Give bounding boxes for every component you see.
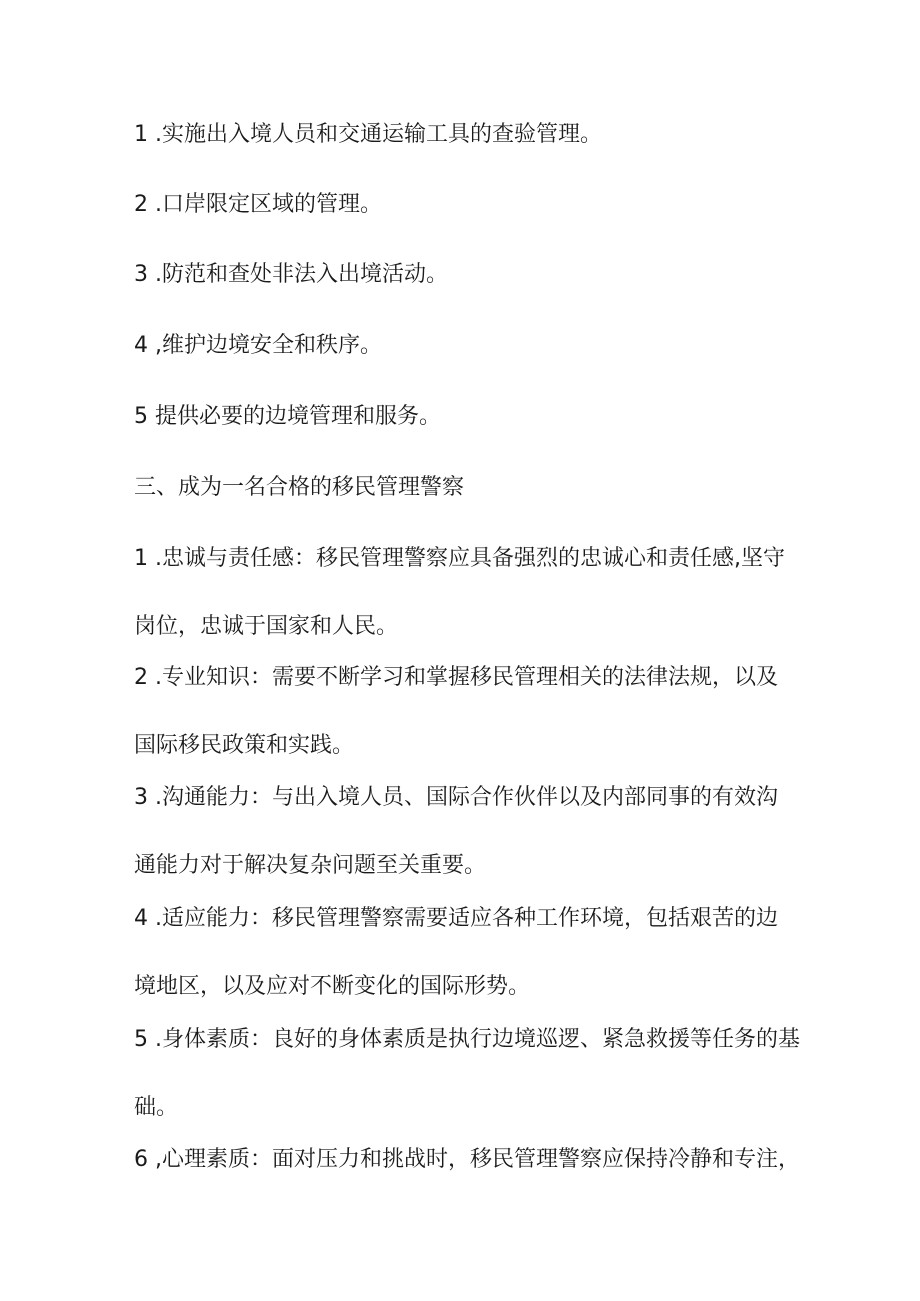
- qualification-item-2: [134, 667, 794, 757]
- text-line: 境地区，以及应对不断变化的国际形势。: [134, 974, 531, 999]
- text-line: 2 .专业知识：需要不断学习和掌握移民管理相关的法律法规，以及: [134, 665, 778, 690]
- text-line: 4 ,维护边境安全和秩序。: [134, 333, 382, 358]
- list-item-1: [134, 124, 794, 146]
- text-line: 1 .实施出入境人员和交通运输工具的查验管理。: [134, 122, 602, 147]
- text-line: 2 .口岸限定区域的管理。: [134, 192, 382, 217]
- qualification-item-3: [134, 787, 794, 877]
- text-line: 1 .忠诚与责任感：移民管理警察应具备强烈的忠诚心和责任感,坚守: [134, 546, 785, 571]
- list-item-4: [134, 335, 794, 357]
- qualification-item-4: [134, 908, 794, 998]
- qualification-item-1: [134, 548, 794, 638]
- text-line: 5 .身体素质：良好的身体素质是执行边境巡逻、紧急救援等任务的基: [134, 1027, 800, 1052]
- qualification-item-6: [134, 1147, 800, 1172]
- text-line: 国际移民政策和实践。: [134, 733, 355, 758]
- text-line: 岗位，忠诚于国家和人民。: [134, 614, 399, 639]
- text-line: 3 .沟通能力：与出入境人员、国际合作伙伴以及内部同事的有效沟: [134, 785, 778, 810]
- heading-text: 三、成为一名合格的移民管理警察: [134, 475, 465, 500]
- text-line: 3 .防范和查处非法入出境活动。: [134, 262, 448, 287]
- section-heading: [134, 477, 794, 499]
- text-line: 4 .适应能力：移民管理警察需要适应各种工作环境，包括艰苦的边: [134, 906, 778, 931]
- list-item-2: [134, 194, 794, 216]
- text-line: 6 ,心理素质：面对压力和挑战时，移民管理警察应保持冷静和专注，: [134, 1147, 800, 1172]
- list-item-3: [134, 264, 794, 286]
- text-line: 础。: [134, 1095, 179, 1120]
- text-line: 通能力对于解决复杂问题至关重要。: [134, 853, 487, 878]
- text-line: 5 提供必要的边境管理和服务。: [134, 404, 441, 429]
- qualification-item-5: [134, 1027, 800, 1120]
- list-item-5: [134, 406, 794, 428]
